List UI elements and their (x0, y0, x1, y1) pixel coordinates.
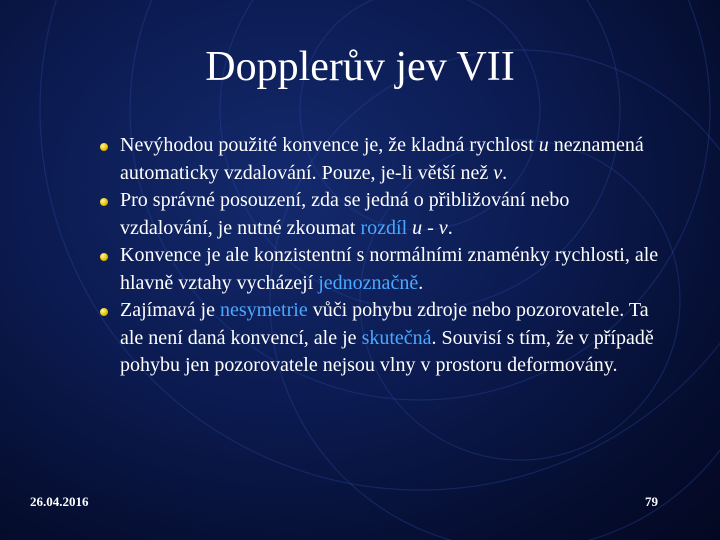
bullet-dot-icon (100, 308, 108, 316)
slide-title: Dopplerův jev VII (205, 44, 515, 90)
bullet-dot-icon (100, 143, 108, 151)
bullet-text: Zajímavá je (120, 299, 220, 321)
bullet-text: Pro správné posouzení, zda se jedná o přibližování nebo vzdalování, je nutné zkoumat (120, 189, 570, 239)
slide-page-number: 79 (645, 494, 658, 509)
slide-date: 26.04.2016 (30, 494, 89, 509)
bullet-list (100, 132, 660, 380)
highlighted-term: skutečná (361, 326, 432, 349)
highlighted-term: rozdíl (360, 216, 408, 239)
bullet-text: . Souvisí s tím, že v případě pohybu jen pozorovatele nejsou vlny v prostoru deformovány. (120, 326, 654, 376)
bullet-item (100, 242, 660, 297)
bullet-text: vůči pohybu zdroje nebo pozorovatele. Ta ale není daná konvencí, ale je (120, 299, 649, 349)
bullet-text: . (447, 216, 453, 239)
bullet-dot-icon (100, 253, 108, 261)
bullet-text: Nevýhodou použité konvence je, že kladná rychlost (120, 134, 539, 156)
bullet-item (100, 132, 660, 187)
bullet-text: u - v (412, 216, 448, 239)
bullet-text: u (538, 134, 549, 156)
bullet-text: . (502, 161, 508, 184)
highlighted-term: jednoznačně (318, 271, 419, 294)
bullet-text: neznamená automaticky vzdalování. Pouze, je-li větší než (120, 134, 644, 184)
bullet-text: Konvence je ale konzistentní s normálními znaménky rychlosti, ale hlavně vztahy vycházejí (120, 244, 659, 294)
highlighted-term: nesymetrie (219, 299, 308, 321)
bullet-item (100, 187, 660, 242)
bullet-text: v (493, 161, 503, 184)
bullet-dot-icon (100, 198, 108, 206)
bullet-text: . (418, 271, 424, 294)
bullet-item (100, 297, 660, 380)
